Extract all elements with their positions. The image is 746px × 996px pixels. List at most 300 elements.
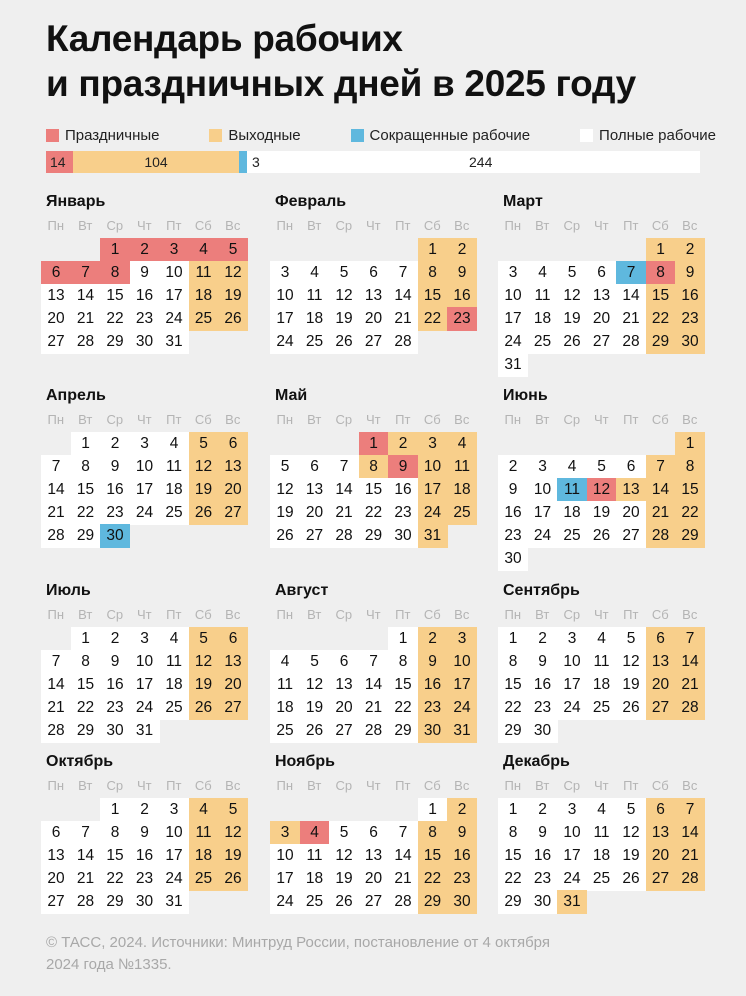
- weekday-label: Чт: [136, 778, 152, 793]
- day-cell: 23: [418, 696, 448, 720]
- weekday-label: Сб: [423, 778, 441, 793]
- day-cell: 15: [498, 673, 528, 697]
- day-cell: 10: [130, 650, 160, 674]
- summary-holiday-segment: [46, 151, 73, 173]
- weekday-header: [270, 410, 480, 429]
- weekday-label: Вс: [225, 607, 241, 622]
- day-cell: 17: [447, 673, 477, 697]
- month-10: [41, 752, 251, 910]
- day-cell: 4: [270, 650, 300, 674]
- summary-weekend-segment: [73, 151, 239, 173]
- weekday-label: Вт: [535, 412, 550, 427]
- day-cell: 5: [329, 821, 359, 845]
- day-cell: 12: [616, 821, 646, 845]
- weekday-label: Чт: [136, 607, 152, 622]
- day-cell: 27: [616, 524, 646, 548]
- weekday-label: Ср: [335, 218, 353, 233]
- weekday-label: Ср: [335, 412, 353, 427]
- day-cell: 23: [100, 501, 130, 525]
- legend-holiday-swatch: [46, 129, 59, 142]
- weekday-label: Чт: [365, 218, 381, 233]
- day-cell: 23: [675, 307, 705, 331]
- day-cell: 18: [587, 844, 617, 868]
- day-cell: 27: [41, 330, 71, 354]
- day-cell: 26: [300, 719, 330, 743]
- day-cell: 29: [71, 524, 101, 548]
- day-cell: 2: [100, 432, 130, 456]
- day-cell: 22: [418, 307, 448, 331]
- day-cell: 21: [616, 307, 646, 331]
- day-cell: 17: [130, 673, 160, 697]
- day-cell: 16: [528, 673, 558, 697]
- weekday-label: Пт: [166, 778, 182, 793]
- day-cell: 5: [189, 432, 219, 456]
- day-cell: 21: [41, 696, 71, 720]
- weekday-label: Ср: [106, 412, 124, 427]
- weekday-label: Пн: [47, 778, 65, 793]
- day-cell: 2: [100, 627, 130, 651]
- weekday-header: [498, 216, 708, 235]
- day-cell: 1: [359, 432, 389, 456]
- weekday-label: Чт: [136, 218, 152, 233]
- month-name: Август: [275, 582, 329, 599]
- day-cell: 20: [41, 867, 71, 891]
- weekday-label: Пт: [395, 412, 411, 427]
- day-cell: 4: [528, 261, 558, 285]
- day-cell: 17: [557, 673, 587, 697]
- day-cell: 28: [41, 524, 71, 548]
- day-cell: 15: [359, 478, 389, 502]
- day-cell: 23: [447, 867, 477, 891]
- weekday-label: Ср: [563, 412, 581, 427]
- weekday-label: Ср: [106, 607, 124, 622]
- day-cell: 15: [100, 844, 130, 868]
- day-cell: 10: [528, 478, 558, 502]
- day-cell: 3: [447, 627, 477, 651]
- weekday-label: Чт: [593, 607, 609, 622]
- summary-weekend-value: 104: [144, 154, 168, 170]
- day-cell: 9: [447, 261, 477, 285]
- day-cell: 22: [675, 501, 705, 525]
- day-cell: 30: [100, 719, 130, 743]
- day-cell: 31: [557, 890, 587, 914]
- day-cell: 12: [329, 284, 359, 308]
- weekday-label: Пт: [623, 218, 639, 233]
- day-cell: 27: [218, 696, 248, 720]
- day-cell: 8: [71, 455, 101, 479]
- day-cell: 13: [41, 844, 71, 868]
- day-cell: 25: [528, 330, 558, 354]
- day-cell: 1: [388, 627, 418, 651]
- day-cell: 3: [498, 261, 528, 285]
- summary-short-value: 3: [252, 154, 260, 170]
- weekday-label: Ср: [563, 778, 581, 793]
- day-cell: 27: [359, 890, 389, 914]
- legend-work-label: Полные рабочие: [599, 126, 716, 144]
- day-cell: 11: [587, 821, 617, 845]
- legend-work-swatch: [580, 129, 593, 142]
- day-cell: 25: [189, 307, 219, 331]
- weekday-label: Ср: [106, 218, 124, 233]
- day-cell: 5: [329, 261, 359, 285]
- footer-line-2: 2024 года №1335.: [46, 956, 172, 973]
- weekday-label: Вс: [682, 607, 698, 622]
- weekday-label: Пн: [47, 607, 65, 622]
- weekday-label: Вт: [307, 218, 322, 233]
- day-cell: 3: [159, 238, 189, 262]
- day-cell: 19: [616, 673, 646, 697]
- day-cell: 3: [159, 798, 189, 822]
- day-cell: 7: [41, 455, 71, 479]
- month-3: [498, 192, 708, 373]
- day-cell: 14: [359, 673, 389, 697]
- days-summary-bar: [46, 151, 700, 173]
- day-cell: 27: [300, 524, 330, 548]
- month-name: Май: [275, 387, 308, 404]
- day-cell: 18: [587, 673, 617, 697]
- weekday-label: Вс: [225, 218, 241, 233]
- day-cell: 4: [300, 261, 330, 285]
- day-cell: 5: [189, 627, 219, 651]
- day-cell: 26: [587, 524, 617, 548]
- weekday-label: Вт: [535, 607, 550, 622]
- day-cell: 7: [616, 261, 646, 285]
- day-cell: 18: [300, 307, 330, 331]
- day-cell: 28: [71, 890, 101, 914]
- day-cell: 21: [41, 501, 71, 525]
- day-cell: 27: [646, 867, 676, 891]
- day-cell: 1: [675, 432, 705, 456]
- day-cell: 21: [675, 673, 705, 697]
- weekday-label: Чт: [593, 412, 609, 427]
- day-cell: 29: [498, 719, 528, 743]
- day-cell: 11: [587, 650, 617, 674]
- weekday-label: Чт: [593, 778, 609, 793]
- day-cell: 20: [646, 673, 676, 697]
- day-cell: 26: [557, 330, 587, 354]
- month-name: Ноябрь: [275, 753, 335, 770]
- legend-weekend-label: Выходные: [228, 126, 301, 144]
- day-cell: 22: [498, 696, 528, 720]
- day-cell: 20: [218, 673, 248, 697]
- day-cell: 6: [616, 455, 646, 479]
- day-cell: 28: [359, 719, 389, 743]
- weekday-label: Сб: [423, 218, 441, 233]
- day-cell: 25: [159, 501, 189, 525]
- day-cell: 8: [388, 650, 418, 674]
- day-cell: 6: [41, 261, 71, 285]
- day-cell: 7: [388, 261, 418, 285]
- day-cell: 11: [528, 284, 558, 308]
- day-cell: 13: [218, 455, 248, 479]
- day-cell: 8: [71, 650, 101, 674]
- day-cell: 6: [218, 432, 248, 456]
- weekday-label: Пн: [276, 778, 294, 793]
- day-cell: 22: [71, 696, 101, 720]
- month-11: [270, 752, 480, 910]
- day-cell: 10: [557, 821, 587, 845]
- day-cell: 20: [300, 501, 330, 525]
- day-cell: 12: [616, 650, 646, 674]
- day-cell: 24: [447, 696, 477, 720]
- day-cell: 4: [189, 798, 219, 822]
- day-cell: 8: [646, 261, 676, 285]
- weekday-label: Пт: [395, 218, 411, 233]
- day-cell: 20: [359, 867, 389, 891]
- day-cell: 7: [71, 261, 101, 285]
- day-cell: 23: [447, 307, 477, 331]
- day-cell: 2: [528, 627, 558, 651]
- month-name: Декабрь: [503, 753, 570, 770]
- day-cell: 6: [359, 261, 389, 285]
- day-cell: 3: [557, 627, 587, 651]
- day-cell: 2: [447, 238, 477, 262]
- month-name: Июнь: [503, 387, 548, 404]
- day-cell: 26: [218, 307, 248, 331]
- weekday-label: Вт: [307, 607, 322, 622]
- day-cell: 2: [130, 798, 160, 822]
- day-cell: 17: [270, 867, 300, 891]
- day-cell: 18: [189, 844, 219, 868]
- day-cell: 5: [270, 455, 300, 479]
- day-cell: 24: [557, 867, 587, 891]
- day-cell: 9: [130, 261, 160, 285]
- day-cell: 27: [218, 501, 248, 525]
- weekday-label: Ср: [335, 607, 353, 622]
- day-cell: 3: [418, 432, 448, 456]
- day-cell: 14: [41, 673, 71, 697]
- day-cell: 23: [528, 696, 558, 720]
- weekday-label: Пт: [623, 412, 639, 427]
- day-cell: 8: [100, 821, 130, 845]
- day-cell: 20: [41, 307, 71, 331]
- day-cell: 19: [270, 501, 300, 525]
- day-cell: 7: [388, 821, 418, 845]
- day-cell: 13: [359, 284, 389, 308]
- day-cell: 12: [329, 844, 359, 868]
- day-cell: 11: [159, 455, 189, 479]
- month-12: [498, 752, 708, 910]
- day-cell: 28: [329, 524, 359, 548]
- day-cell: 6: [300, 455, 330, 479]
- day-cell: 3: [270, 261, 300, 285]
- weekday-label: Вс: [454, 607, 470, 622]
- legend-short-swatch: [351, 129, 364, 142]
- day-cell: 27: [41, 890, 71, 914]
- day-cell: 22: [100, 867, 130, 891]
- day-cell: 17: [418, 478, 448, 502]
- day-cell: 6: [41, 821, 71, 845]
- day-cell: 5: [616, 627, 646, 651]
- day-cell: 9: [447, 821, 477, 845]
- day-cell: 22: [359, 501, 389, 525]
- day-cell: 8: [100, 261, 130, 285]
- day-cell: 9: [498, 478, 528, 502]
- day-cell: 26: [329, 890, 359, 914]
- day-cell: 12: [189, 650, 219, 674]
- weekday-label: Вт: [78, 607, 93, 622]
- day-cell: 18: [300, 867, 330, 891]
- day-cell: 14: [388, 844, 418, 868]
- weekday-label: Сб: [651, 412, 669, 427]
- day-cell: 9: [418, 650, 448, 674]
- weekday-label: Чт: [365, 412, 381, 427]
- day-cell: 29: [646, 330, 676, 354]
- weekday-label: Ср: [563, 607, 581, 622]
- day-cell: 1: [71, 627, 101, 651]
- day-cell: 26: [189, 501, 219, 525]
- day-cell: 1: [498, 627, 528, 651]
- day-cell: 22: [646, 307, 676, 331]
- day-cell: 18: [159, 673, 189, 697]
- day-cell: 30: [447, 890, 477, 914]
- day-cell: 5: [616, 798, 646, 822]
- day-cell: 2: [388, 432, 418, 456]
- weekday-header: [41, 410, 251, 429]
- weekday-label: Ср: [335, 778, 353, 793]
- day-cell: 16: [418, 673, 448, 697]
- day-cell: 24: [270, 330, 300, 354]
- day-cell: 8: [498, 650, 528, 674]
- day-cell: 18: [557, 501, 587, 525]
- day-cell: 8: [498, 821, 528, 845]
- day-cell: 8: [418, 261, 448, 285]
- day-cell: 14: [675, 821, 705, 845]
- page-title: [46, 16, 726, 106]
- day-cell: 25: [300, 330, 330, 354]
- summary-short-segment: [239, 151, 247, 173]
- day-cell: 7: [329, 455, 359, 479]
- weekday-label: Пт: [623, 607, 639, 622]
- weekday-label: Пн: [504, 412, 522, 427]
- weekday-label: Чт: [365, 778, 381, 793]
- day-cell: 21: [646, 501, 676, 525]
- day-cell: 19: [189, 673, 219, 697]
- weekday-label: Пт: [166, 412, 182, 427]
- weekday-label: Вс: [682, 412, 698, 427]
- day-cell: 11: [159, 650, 189, 674]
- month-name: Февраль: [275, 193, 347, 210]
- day-cell: 16: [498, 501, 528, 525]
- day-cell: 6: [646, 627, 676, 651]
- day-cell: 28: [646, 524, 676, 548]
- day-cell: 3: [557, 798, 587, 822]
- day-cell: 14: [675, 650, 705, 674]
- month-name: Март: [503, 193, 543, 210]
- day-cell: 7: [675, 798, 705, 822]
- summary-work-segment: [247, 151, 700, 173]
- day-cell: 8: [418, 821, 448, 845]
- day-cell: 14: [388, 284, 418, 308]
- day-cell: 6: [359, 821, 389, 845]
- day-cell: 13: [300, 478, 330, 502]
- day-cell: 3: [130, 627, 160, 651]
- day-cell: 24: [557, 696, 587, 720]
- day-cell: 9: [528, 650, 558, 674]
- day-cell: 23: [498, 524, 528, 548]
- day-cell: 2: [675, 238, 705, 262]
- day-cell: 18: [528, 307, 558, 331]
- day-cell: 1: [418, 798, 448, 822]
- weekday-header: [41, 605, 251, 624]
- day-cell: 10: [498, 284, 528, 308]
- day-cell: 17: [159, 844, 189, 868]
- day-cell: 6: [587, 261, 617, 285]
- day-cell: 7: [646, 455, 676, 479]
- day-cell: 5: [218, 238, 248, 262]
- day-cell: 15: [71, 673, 101, 697]
- day-cell: 4: [159, 627, 189, 651]
- day-cell: 19: [189, 478, 219, 502]
- day-cell: 28: [388, 890, 418, 914]
- day-cell: 20: [218, 478, 248, 502]
- day-cell: 25: [587, 696, 617, 720]
- day-cell: 20: [616, 501, 646, 525]
- weekday-header: [41, 776, 251, 795]
- day-cell: 28: [675, 696, 705, 720]
- day-cell: 25: [159, 696, 189, 720]
- month-6: [498, 386, 708, 567]
- weekday-label: Вт: [78, 412, 93, 427]
- legend-work: [580, 127, 716, 144]
- day-cell: 15: [418, 284, 448, 308]
- day-cell: 17: [557, 844, 587, 868]
- day-cell: 28: [616, 330, 646, 354]
- day-cell: 26: [616, 696, 646, 720]
- day-cell: 21: [388, 307, 418, 331]
- day-cell: 2: [418, 627, 448, 651]
- weekday-label: Ср: [563, 218, 581, 233]
- day-cell: 11: [300, 844, 330, 868]
- weekday-label: Сб: [194, 607, 212, 622]
- day-cell: 28: [388, 330, 418, 354]
- day-cell: 29: [418, 890, 448, 914]
- day-cell: 10: [130, 455, 160, 479]
- day-cell: 24: [498, 330, 528, 354]
- day-cell: 10: [557, 650, 587, 674]
- day-cell: 6: [218, 627, 248, 651]
- day-cell: 23: [528, 867, 558, 891]
- month-name: Сентябрь: [503, 582, 580, 599]
- day-cell: 30: [528, 719, 558, 743]
- day-cell: 1: [418, 238, 448, 262]
- month-9: [498, 581, 708, 739]
- day-cell: 16: [528, 844, 558, 868]
- weekday-label: Ср: [106, 778, 124, 793]
- day-cell: 19: [616, 844, 646, 868]
- day-cell: 12: [270, 478, 300, 502]
- day-cell: 19: [329, 867, 359, 891]
- weekday-label: Сб: [194, 218, 212, 233]
- legend-short-label: Сокращенные рабочие: [369, 126, 531, 144]
- day-cell: 14: [616, 284, 646, 308]
- day-cell: 30: [130, 890, 160, 914]
- day-cell: 17: [159, 284, 189, 308]
- day-cell: 11: [557, 478, 587, 502]
- day-cell: 22: [498, 867, 528, 891]
- weekday-label: Вс: [225, 412, 241, 427]
- legend-weekend-swatch: [209, 129, 222, 142]
- weekday-label: Вс: [682, 218, 698, 233]
- day-cell: 29: [675, 524, 705, 548]
- day-cell: 25: [557, 524, 587, 548]
- day-cell: 10: [447, 650, 477, 674]
- day-cell: 1: [646, 238, 676, 262]
- day-cell: 15: [675, 478, 705, 502]
- day-cell: 24: [159, 307, 189, 331]
- day-cell: 31: [498, 353, 528, 377]
- day-cell: 13: [587, 284, 617, 308]
